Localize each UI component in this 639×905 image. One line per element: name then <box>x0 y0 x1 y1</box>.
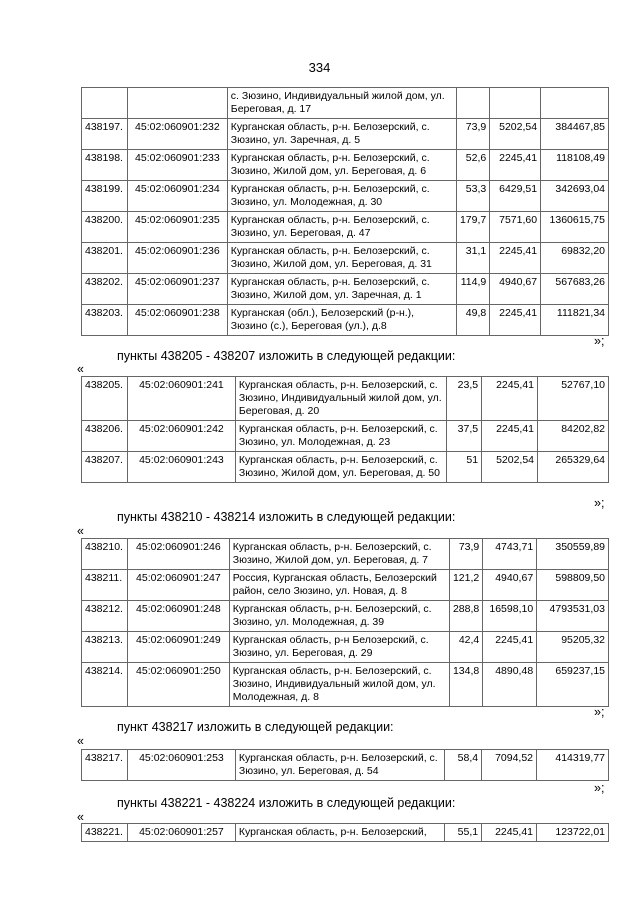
address-cell: Курганская область, р-н. Белозерский, <box>235 824 444 842</box>
row-number-cell: 438197. <box>82 119 128 150</box>
table-row <box>82 750 609 781</box>
area-cell: 31,1 <box>456 243 489 274</box>
cadastral-value-cell: 111821,34 <box>541 305 609 336</box>
area-cell: 121,2 <box>449 570 482 601</box>
address-cell: Курганская область, р-н. Белозерский, с. Зюзино, ул. Заречная, д. 5 <box>227 119 456 150</box>
cadastral-value-cell: 95205,32 <box>537 632 609 663</box>
cadastral-value-cell: 265329,64 <box>538 452 609 483</box>
address-cell: Курганская область, р-н. Белозерский, с. Зюзино, ул. Молодежная, д. 39 <box>229 601 449 632</box>
row-number-cell: 438200. <box>82 212 128 243</box>
closing-quote: »; <box>594 496 605 510</box>
unit-value-cell: 7094,52 <box>482 750 537 781</box>
cadastral-value-cell: 118108,49 <box>541 150 609 181</box>
row-number-cell: 438207. <box>82 452 128 483</box>
address-cell: Курганская область, р-н. Белозерский, с. Зюзино, ул. Береговая, д. 54 <box>235 750 444 781</box>
row-number-cell <box>82 88 128 119</box>
cadastral-value-cell <box>541 88 609 119</box>
table-row <box>82 570 609 601</box>
instruction-text: пункты 438221 - 438224 изложить в следующей редакции: <box>117 796 456 810</box>
row-number-cell: 438202. <box>82 274 128 305</box>
address-cell: Курганская область, р-н. Белозерский, с. Зюзино, Индивидуальный жилой дом, ул. Береговая, д. 20 <box>235 377 446 421</box>
cadastral-number-cell: 45:02:060901:238 <box>127 305 227 336</box>
table-row <box>82 377 609 421</box>
cadastral-number-cell <box>127 88 227 119</box>
unit-value-cell: 2245,41 <box>482 377 538 421</box>
row-number-cell: 438211. <box>82 570 128 601</box>
closing-quote: »; <box>594 781 605 795</box>
register-table-5 <box>81 823 609 842</box>
address-cell: Курганская (обл.), Белозерский (р-н.), Зюзино (с.), Береговая (ул.), д.8 <box>227 305 456 336</box>
cadastral-value-cell: 598809,50 <box>537 570 609 601</box>
table-row <box>82 663 609 707</box>
address-cell: Курганская область, р-н. Белозерский, с. Зюзино, Жилой дом, ул. Береговая, д. 6 <box>227 150 456 181</box>
cadastral-number-cell: 45:02:060901:235 <box>127 212 227 243</box>
area-cell: 37,5 <box>447 421 482 452</box>
unit-value-cell: 2245,41 <box>490 243 541 274</box>
table-row <box>82 421 609 452</box>
cadastral-value-cell: 350559,89 <box>537 539 609 570</box>
area-cell: 114,9 <box>456 274 489 305</box>
cadastral-number-cell: 45:02:060901:233 <box>127 150 227 181</box>
row-number-cell: 438214. <box>82 663 128 707</box>
area-cell: 23,5 <box>447 377 482 421</box>
cadastral-value-cell: 384467,85 <box>541 119 609 150</box>
address-cell: Курганская область, р-н. Белозерский, с. Зюзино, Индивидуальный жилой дом, ул. Молодежная, д. 8 <box>229 663 449 707</box>
table-row <box>82 212 609 243</box>
area-cell: 73,9 <box>449 539 482 570</box>
cadastral-number-cell: 45:02:060901:232 <box>127 119 227 150</box>
row-number-cell: 438221. <box>82 824 128 842</box>
table-row <box>82 824 609 842</box>
row-number-cell: 438203. <box>82 305 128 336</box>
cadastral-value-cell: 342693,04 <box>541 181 609 212</box>
unit-value-cell: 4940,67 <box>490 274 541 305</box>
unit-value-cell: 6429,51 <box>490 181 541 212</box>
cadastral-number-cell: 45:02:060901:236 <box>127 243 227 274</box>
unit-value-cell: 5202,54 <box>482 452 538 483</box>
row-number-cell: 438198. <box>82 150 128 181</box>
cadastral-value-cell: 84202,82 <box>538 421 609 452</box>
area-cell: 58,4 <box>445 750 482 781</box>
register-table-4 <box>81 749 609 781</box>
row-number-cell: 438210. <box>82 539 128 570</box>
area-cell: 288,8 <box>449 601 482 632</box>
cadastral-value-cell: 1360615,75 <box>541 212 609 243</box>
instruction-text: пункты 438205 - 438207 изложить в следующей редакции: <box>117 349 456 363</box>
address-cell: Курганская область, р-н Белозерский, с. Зюзино, ул. Береговая, д. 29 <box>229 632 449 663</box>
area-cell: 42,4 <box>449 632 482 663</box>
opening-quote: « <box>77 810 84 824</box>
cadastral-number-cell: 45:02:060901:243 <box>127 452 235 483</box>
unit-value-cell <box>490 88 541 119</box>
register-table-1 <box>81 87 609 336</box>
table-row <box>82 88 609 119</box>
cadastral-number-cell: 45:02:060901:247 <box>127 570 229 601</box>
table-row <box>82 119 609 150</box>
address-cell: Курганская область, р-н. Белозерский, с. Зюзино, ул. Береговая, д. 47 <box>227 212 456 243</box>
unit-value-cell: 2245,41 <box>490 150 541 181</box>
address-cell: Курганская область, р-н. Белозерский, с. Зюзино, Жилой дом, ул. Береговая, д. 7 <box>229 539 449 570</box>
cadastral-number-cell: 45:02:060901:250 <box>127 663 229 707</box>
unit-value-cell: 2245,41 <box>482 421 538 452</box>
row-number-cell: 438217. <box>82 750 128 781</box>
address-cell: Курганская область, р-н. Белозерский, с. Зюзино, Жилой дом, ул. Береговая, д. 50 <box>235 452 446 483</box>
page-number: 334 <box>308 60 331 75</box>
table-row <box>82 150 609 181</box>
address-cell: Россия, Курганская область, Белозерский район, село Зюзино, ул. Новая, д. 8 <box>229 570 449 601</box>
row-number-cell: 438199. <box>82 181 128 212</box>
table-row <box>82 243 609 274</box>
cadastral-value-cell: 123722,01 <box>537 824 609 842</box>
cadastral-number-cell: 45:02:060901:242 <box>127 421 235 452</box>
cadastral-number-cell: 45:02:060901:253 <box>127 750 235 781</box>
area-cell <box>456 88 489 119</box>
unit-value-cell: 2245,41 <box>482 824 537 842</box>
area-cell: 55,1 <box>445 824 482 842</box>
register-table-2 <box>81 376 609 483</box>
unit-value-cell: 2245,41 <box>490 305 541 336</box>
unit-value-cell: 7571,60 <box>490 212 541 243</box>
cadastral-number-cell: 45:02:060901:249 <box>127 632 229 663</box>
area-cell: 53,3 <box>456 181 489 212</box>
address-cell: Курганская область, р-н. Белозерский, с. Зюзино, ул. Молодежная, д. 23 <box>235 421 446 452</box>
area-cell: 134,8 <box>449 663 482 707</box>
table-row <box>82 601 609 632</box>
cadastral-value-cell: 567683,26 <box>541 274 609 305</box>
register-table-3 <box>81 538 609 707</box>
row-number-cell: 438206. <box>82 421 128 452</box>
table-row <box>82 305 609 336</box>
address-cell: с. Зюзино, Индивидуальный жилой дом, ул. Береговая, д. 17 <box>227 88 456 119</box>
row-number-cell: 438213. <box>82 632 128 663</box>
row-number-cell: 438212. <box>82 601 128 632</box>
opening-quote: « <box>77 524 84 538</box>
cadastral-value-cell: 69832,20 <box>541 243 609 274</box>
cadastral-number-cell: 45:02:060901:246 <box>127 539 229 570</box>
unit-value-cell: 5202,54 <box>490 119 541 150</box>
cadastral-value-cell: 414319,77 <box>537 750 609 781</box>
cadastral-number-cell: 45:02:060901:237 <box>127 274 227 305</box>
table-row <box>82 274 609 305</box>
cadastral-number-cell: 45:02:060901:248 <box>127 601 229 632</box>
cadastral-value-cell: 4793531,03 <box>537 601 609 632</box>
area-cell: 52,6 <box>456 150 489 181</box>
table-row <box>82 632 609 663</box>
area-cell: 51 <box>447 452 482 483</box>
address-cell: Курганская область, р-н. Белозерский, с. Зюзино, ул. Молодежная, д. 30 <box>227 181 456 212</box>
cadastral-number-cell: 45:02:060901:234 <box>127 181 227 212</box>
cadastral-value-cell: 659237,15 <box>537 663 609 707</box>
unit-value-cell: 2245,41 <box>483 632 537 663</box>
address-cell: Курганская область, р-н. Белозерский, с. Зюзино, Жилой дом, ул. Заречная, д. 1 <box>227 274 456 305</box>
closing-quote: »; <box>594 705 605 719</box>
area-cell: 179,7 <box>456 212 489 243</box>
row-number-cell: 438201. <box>82 243 128 274</box>
table-row <box>82 452 609 483</box>
opening-quote: « <box>77 734 84 748</box>
unit-value-cell: 16598,10 <box>483 601 537 632</box>
unit-value-cell: 4743,71 <box>483 539 537 570</box>
instruction-text: пункты 438210 - 438214 изложить в следующей редакции: <box>117 510 456 524</box>
cadastral-value-cell: 52767,10 <box>538 377 609 421</box>
cadastral-number-cell: 45:02:060901:241 <box>127 377 235 421</box>
area-cell: 73,9 <box>456 119 489 150</box>
area-cell: 49,8 <box>456 305 489 336</box>
cadastral-number-cell: 45:02:060901:257 <box>127 824 235 842</box>
row-number-cell: 438205. <box>82 377 128 421</box>
address-cell: Курганская область, р-н. Белозерский, с. Зюзино, Жилой дом, ул. Береговая, д. 31 <box>227 243 456 274</box>
opening-quote: « <box>77 362 84 376</box>
closing-quote: »; <box>594 334 605 348</box>
instruction-text: пункт 438217 изложить в следующей редакции: <box>117 720 394 734</box>
table-row <box>82 539 609 570</box>
table-row <box>82 181 609 212</box>
unit-value-cell: 4940,67 <box>483 570 537 601</box>
unit-value-cell: 4890,48 <box>483 663 537 707</box>
